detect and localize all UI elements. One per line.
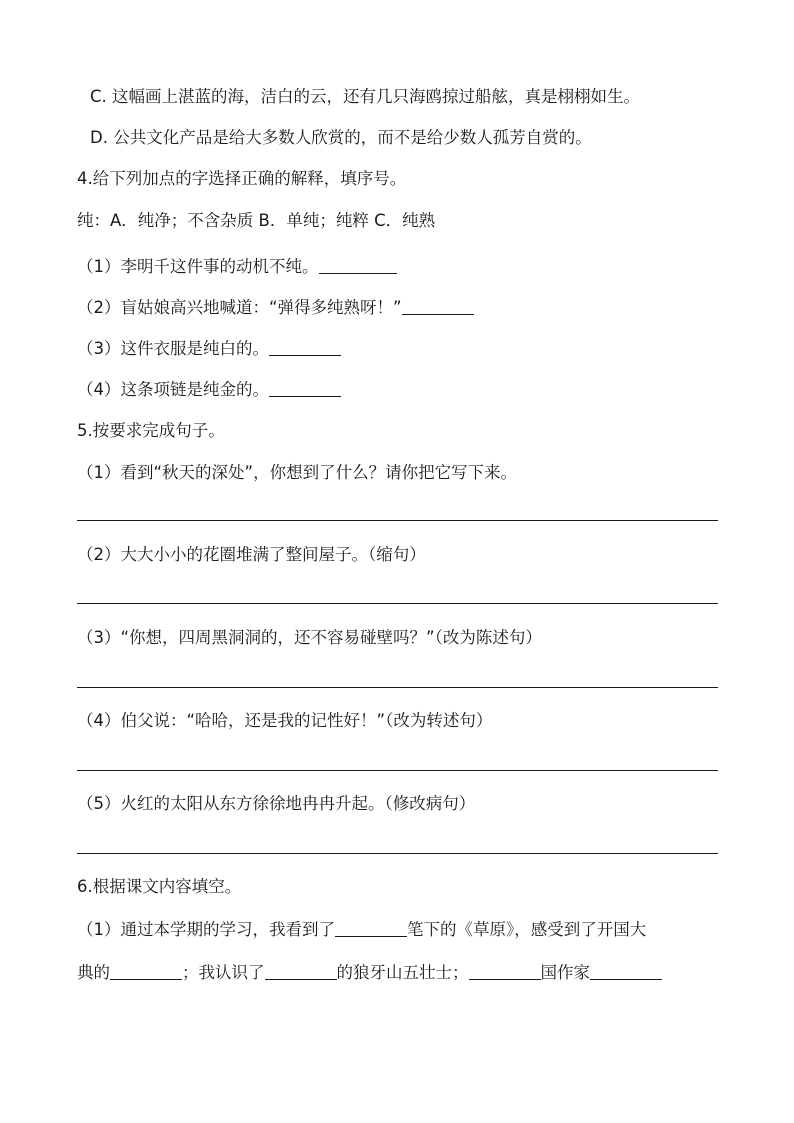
q5-item-1-answer-line[interactable] bbox=[77, 520, 718, 521]
q5-item-3-answer-line[interactable] bbox=[77, 687, 718, 688]
q6-blank-ceremony[interactable] bbox=[110, 963, 182, 980]
q4-item-3 bbox=[77, 338, 341, 360]
q5-item-1: （1）看到“秋天的深处”，你想到了什么？请你把它写下来。 bbox=[77, 463, 518, 482]
q6-title: 6.根据课文内容填空。 bbox=[77, 877, 242, 896]
q4-item-2-answer-blank[interactable] bbox=[402, 298, 474, 315]
q5-item-5-answer-line[interactable] bbox=[77, 853, 718, 854]
q5-item-2: （2）大大小小的花圈堆满了整间屋子。（缩句） bbox=[77, 545, 426, 564]
q4-meanings: 纯：A．纯净；不含杂质 B．单纯；纯粹 C．纯熟 bbox=[77, 211, 436, 230]
q4-item-4-text: （4）这条项链是纯金的。 bbox=[77, 380, 269, 399]
q6-item-1-text-d: ；我认识了 bbox=[182, 963, 265, 982]
q6-item-1-text-b: 笔下的《草原》，感受到了开国大 bbox=[407, 920, 647, 939]
q5-item-2-answer-line[interactable] bbox=[77, 603, 718, 604]
q6-item-1-line-2 bbox=[77, 962, 662, 984]
q5-item-4: （4）伯父说：“哈哈，还是我的记性好！”（改为转述句） bbox=[77, 711, 493, 730]
q5-item-5: （5）火红的太阳从东方徐徐地冉冉升起。（修改病句） bbox=[77, 794, 476, 813]
q6-item-1-text-c: 典的 bbox=[77, 963, 110, 982]
q3-option-c: C. 这幅画上湛蓝的海，洁白的云，还有几只海鸥掠过船舷，真是栩栩如生。 bbox=[90, 87, 641, 106]
q4-item-3-text: （3）这件衣服是纯白的。 bbox=[77, 339, 269, 358]
q6-blank-heroes[interactable] bbox=[265, 963, 337, 980]
q4-item-4 bbox=[77, 379, 341, 401]
q4-item-1-answer-blank[interactable] bbox=[319, 257, 397, 274]
q4-item-4-answer-blank[interactable] bbox=[269, 380, 341, 397]
q5-item-4-answer-line[interactable] bbox=[77, 770, 718, 771]
q4-item-3-answer-blank[interactable] bbox=[269, 339, 341, 356]
q6-item-1-text-e: 的狼牙山五壮士； bbox=[336, 963, 469, 982]
q6-item-1-text-f: 国作家 bbox=[540, 963, 590, 982]
q4-title: 4.给下列加点的字选择正确的解释，填序号。 bbox=[77, 169, 407, 188]
q5-item-3: （3）“你想，四周黑洞洞的，还不容易碰壁吗？”（改为陈述句） bbox=[77, 628, 542, 647]
q6-item-1-line-1 bbox=[77, 919, 646, 941]
q3-option-d: D. 公共文化产品是给大多数人欣赏的，而不是给少数人孤芳自赏的。 bbox=[90, 128, 592, 147]
q6-blank-country[interactable] bbox=[469, 963, 541, 980]
q5-title: 5.按要求完成句子。 bbox=[77, 421, 225, 440]
q4-item-1-text: （1）李明千这件事的动机不纯。 bbox=[77, 257, 319, 276]
q4-item-2-text: （2）盲姑娘高兴地喊道：“弹得多纯熟呀！” bbox=[77, 298, 402, 317]
q6-blank-author[interactable] bbox=[335, 920, 407, 937]
q6-item-1-text-a: （1）通过本学期的学习，我看到了 bbox=[77, 920, 335, 939]
q6-blank-writer[interactable] bbox=[590, 963, 662, 980]
q4-item-1 bbox=[77, 256, 397, 278]
q4-item-2 bbox=[77, 297, 474, 319]
